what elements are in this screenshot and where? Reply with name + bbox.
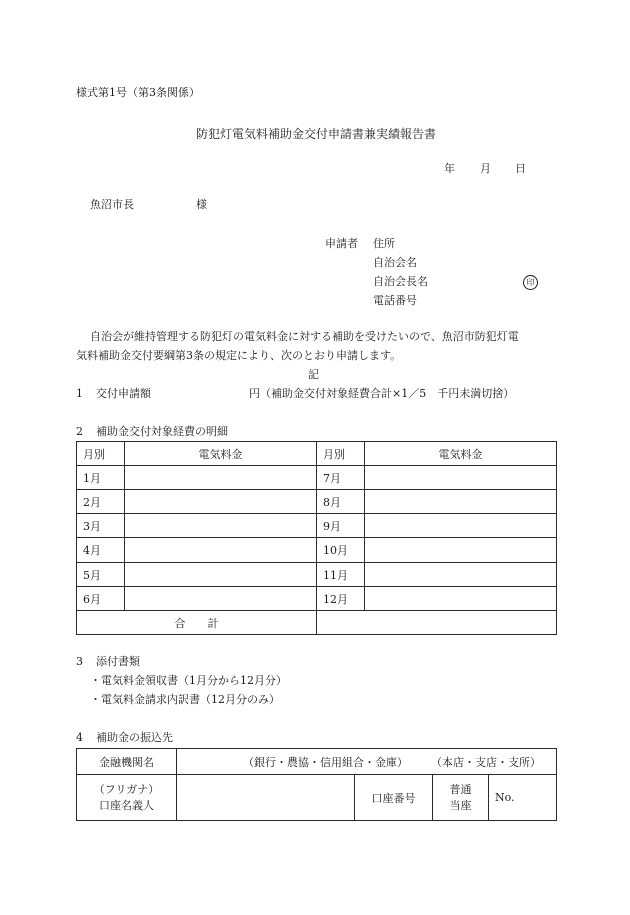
ki-mark: 記 xyxy=(308,368,319,381)
table-row xyxy=(77,514,557,538)
bank-name-field[interactable] xyxy=(177,749,557,775)
addressee-name: 魚沼市長 xyxy=(90,198,134,211)
applicant-phone: 電話番号 xyxy=(373,294,417,307)
fee-input-cell[interactable] xyxy=(125,538,317,563)
section-4-number: 4 xyxy=(76,731,83,744)
date-month: 月 xyxy=(480,162,491,175)
body-line-1: 自治会が維持管理する防犯灯の電気料金に対する補助を受けたいので、魚沼市防犯灯電 xyxy=(90,330,519,343)
table-row xyxy=(77,563,557,587)
account-no-field[interactable]: No. xyxy=(489,775,557,821)
fee-input-cell[interactable] xyxy=(365,514,557,538)
applicant-address: 住所 xyxy=(373,237,395,250)
seal-icon: 印 xyxy=(523,275,538,290)
fee-input-cell[interactable] xyxy=(125,490,317,514)
month-cell: 11月 xyxy=(317,563,365,587)
applicant-leader-name: 自治会長名 xyxy=(373,275,428,288)
month-cell: 1月 xyxy=(77,466,125,490)
section-1-label: 交付申請額 xyxy=(96,387,151,400)
header-fee-2: 電気料金 xyxy=(365,442,557,466)
fee-input-cell[interactable] xyxy=(365,563,557,587)
section-2-label: 補助金交付対象経費の明細 xyxy=(96,425,228,438)
section-3-number: 3 xyxy=(76,655,83,668)
applicant-label: 申請者 xyxy=(325,237,358,250)
holder-name-label: 口座名義人 xyxy=(99,798,154,812)
attachment-item: ・電気料金請求内訳書（12月分のみ） xyxy=(90,693,280,706)
expense-table xyxy=(76,441,557,635)
fee-input-cell[interactable] xyxy=(365,466,557,490)
header-month-1: 月別 xyxy=(77,442,125,466)
month-cell: 5月 xyxy=(77,563,125,587)
section-1-note: 円（補助金交付対象経費合計×1／5 千円未満切捨） xyxy=(249,387,515,400)
header-fee-1: 電気料金 xyxy=(125,442,317,466)
account-no-label: 口座番号 xyxy=(355,775,433,821)
bank-types: （銀行・農協・信用組合・金庫） xyxy=(243,756,408,769)
account-type[interactable] xyxy=(433,775,489,821)
date-day: 日 xyxy=(515,162,526,175)
month-cell: 7月 xyxy=(317,466,365,490)
month-cell: 3月 xyxy=(77,514,125,538)
month-cell: 6月 xyxy=(77,587,125,611)
fee-input-cell[interactable] xyxy=(125,514,317,538)
applicant-assoc-name: 自治会名 xyxy=(373,256,417,269)
month-cell: 9月 xyxy=(317,514,365,538)
form-id: 様式第1号（第3条関係） xyxy=(76,86,200,99)
fee-input-cell[interactable] xyxy=(125,563,317,587)
month-cell: 8月 xyxy=(317,490,365,514)
header-month-2: 月別 xyxy=(317,442,365,466)
table-row xyxy=(77,587,557,611)
fee-input-cell[interactable] xyxy=(365,538,557,563)
attachment-item: ・電気料金領収書（1月分から12月分） xyxy=(90,674,287,687)
account-type-current: 当座 xyxy=(449,798,472,812)
section-4-label: 補助金の振込先 xyxy=(96,731,173,744)
month-cell: 12月 xyxy=(317,587,365,611)
section-2-number: 2 xyxy=(76,425,83,438)
account-type-ordinary: 普通 xyxy=(449,782,472,796)
fee-input-cell[interactable] xyxy=(125,466,317,490)
branch-types: （本店・支店・支所） xyxy=(431,756,541,769)
fee-input-cell[interactable] xyxy=(365,587,557,611)
month-cell: 10月 xyxy=(317,538,365,563)
holder-label xyxy=(77,775,177,821)
addressee-honorific: 様 xyxy=(196,198,207,211)
holder-name-field[interactable] xyxy=(177,775,355,821)
month-cell: 2月 xyxy=(77,490,125,514)
table-row xyxy=(77,490,557,514)
bank-label: 金融機関名 xyxy=(77,749,177,775)
document-title: 防犯灯電気料補助金交付申請書兼実績報告書 xyxy=(196,127,437,141)
table-row xyxy=(77,538,557,563)
section-1-number: 1 xyxy=(76,387,83,400)
bank-table xyxy=(76,748,557,821)
body-line-2: 気料補助金交付要綱第3条の規定により、次のとおり申請します。 xyxy=(76,349,402,362)
furigana-label: （フリガナ） xyxy=(93,782,160,796)
table-row xyxy=(77,466,557,490)
fee-input-cell[interactable] xyxy=(125,587,317,611)
date-year: 年 xyxy=(444,162,455,175)
total-input-cell[interactable] xyxy=(317,611,557,635)
section-3-label: 添付書類 xyxy=(96,655,140,668)
total-label: 合 計 xyxy=(77,611,317,635)
fee-input-cell[interactable] xyxy=(365,490,557,514)
month-cell: 4月 xyxy=(77,538,125,563)
